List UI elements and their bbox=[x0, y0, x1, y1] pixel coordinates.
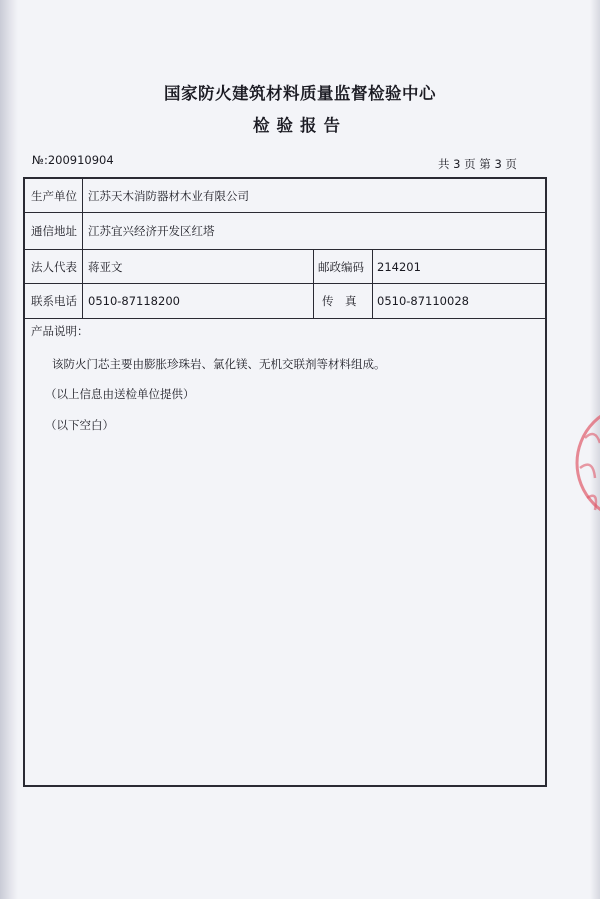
address-row bbox=[25, 213, 545, 250]
divider bbox=[313, 250, 314, 283]
divider bbox=[82, 284, 83, 318]
producer-row bbox=[25, 179, 545, 213]
report-title: 国家防火建筑材料质量监督检验中心 bbox=[164, 84, 436, 103]
page-indicator: 共 3 页 第 3 页 bbox=[438, 157, 517, 171]
blank-below-note: （以下空白） bbox=[45, 418, 114, 432]
legal-rep-label: 法人代表 bbox=[31, 259, 77, 274]
divider bbox=[372, 284, 373, 318]
fax-value: 0510-87110028 bbox=[377, 294, 469, 308]
legal-rep-value: 蒋亚文 bbox=[88, 259, 123, 274]
divider bbox=[82, 179, 83, 212]
legal-rep-row bbox=[25, 250, 545, 284]
divider bbox=[82, 250, 83, 283]
divider bbox=[82, 213, 83, 249]
description-text: 该防火门芯主要由膨胀珍珠岩、氯化镁、无机交联剂等材料组成。 bbox=[52, 357, 386, 371]
producer-label: 生产单位 bbox=[31, 188, 77, 203]
report-number: №:200910904 bbox=[32, 153, 114, 167]
description-label: 产品说明： bbox=[31, 324, 89, 338]
phone-value: 0510-87118200 bbox=[88, 294, 180, 308]
report-subtitle: 检验报告 bbox=[253, 116, 347, 135]
divider bbox=[313, 284, 314, 318]
fax-label: 传 真 bbox=[322, 294, 357, 308]
phone-label: 联系电话 bbox=[31, 294, 77, 308]
info-table bbox=[23, 177, 547, 787]
address-value: 江苏宜兴经济开发区红塔 bbox=[88, 224, 215, 238]
producer-value: 江苏天木消防器材木业有限公司 bbox=[88, 188, 249, 203]
phone-row bbox=[25, 284, 545, 319]
divider bbox=[372, 250, 373, 283]
postcode-value: 214201 bbox=[377, 259, 421, 274]
info-source-note: （以上信息由送检单位提供） bbox=[45, 387, 195, 401]
postcode-label: 邮政编码 bbox=[318, 259, 364, 274]
address-label: 通信地址 bbox=[31, 224, 77, 238]
